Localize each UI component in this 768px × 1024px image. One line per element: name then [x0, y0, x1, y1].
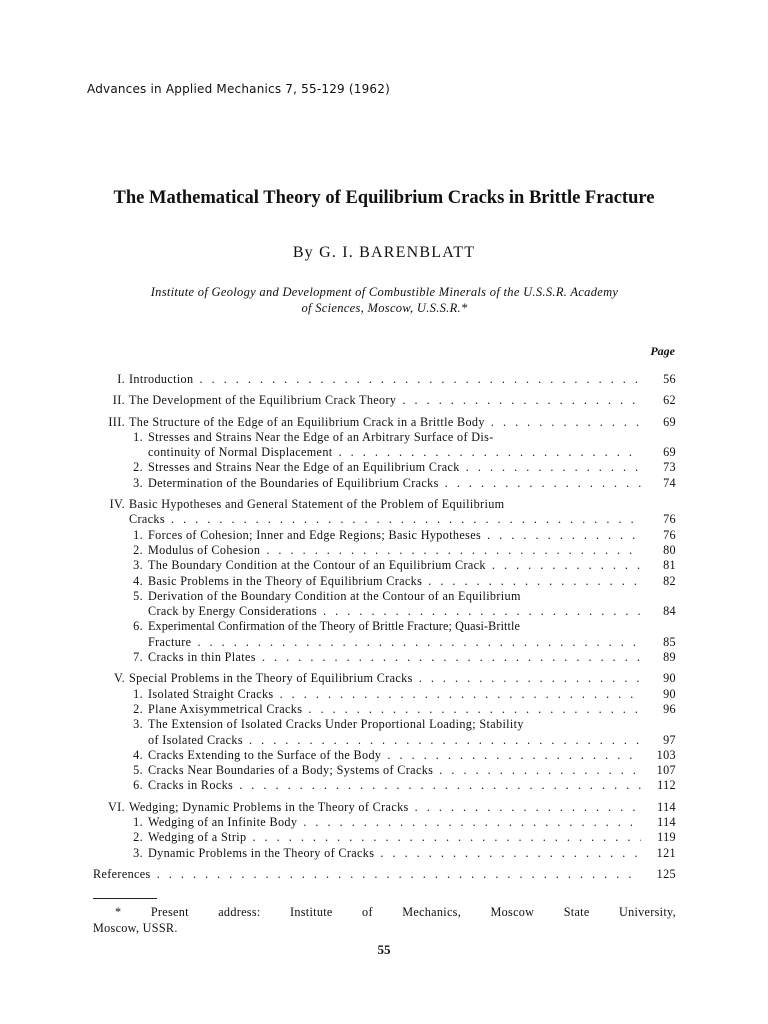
toc-title: Dynamic Problems in the Theory of Cracks . . . [148, 846, 641, 861]
toc-page: 121 [656, 845, 676, 860]
toc-page: 107 [656, 763, 676, 778]
toc-number: 4. [133, 747, 143, 762]
toc-title: Special Problems in the Theory of Equilibrium Cracks . . . [129, 671, 641, 686]
toc-title-cont: Fracture . . . [148, 635, 641, 650]
toc-page: 80 [663, 542, 676, 557]
toc-title: Wedging of a Strip . . . [148, 830, 641, 845]
toc-entry [93, 815, 676, 830]
toc-number: 2. [133, 460, 143, 475]
toc-number: 6. [133, 619, 143, 634]
toc-number: I. [117, 372, 125, 386]
toc-page: 76 [663, 527, 676, 542]
page-column-header: Page [650, 344, 675, 358]
toc-title: Stresses and Strains Near the Edge of an Equilibrium Crack . . . [148, 460, 641, 475]
toc-page: 62 [663, 393, 676, 408]
toc-number: VI. [108, 799, 125, 814]
toc-title: Cracks in Rocks . . . [148, 778, 641, 793]
toc-title: The Extension of Isolated Cracks Under Proportional Loading; Stability [148, 717, 524, 732]
toc-title: The Development of the Equilibrium Crack Theory . . . [129, 393, 641, 408]
toc-entry [93, 558, 676, 573]
toc-page: 69 [663, 414, 676, 429]
toc-page: 103 [656, 747, 676, 762]
affiliation-line-2: of Sciences, Moscow, U.S.S.R.* [301, 301, 468, 315]
author-by: By [292, 244, 314, 261]
toc-title-cont: of Isolated Cracks . . . [148, 733, 641, 748]
toc-title: Cracks Extending to the Surface of the Body . . . [148, 748, 641, 763]
footnote-line-2: Moscow, USSR. [93, 921, 178, 935]
toc-title: Experimental Confirmation of the Theory of Brittle Fracture; Quasi-Brittle [148, 619, 521, 634]
toc-entry [93, 717, 676, 732]
toc-entry [93, 589, 676, 604]
toc-entry-continuation [93, 733, 676, 748]
toc-page: 76 [663, 512, 676, 527]
toc-entry [93, 748, 676, 763]
toc-title: Wedging; Dynamic Problems in the Theory of Cracks . . . [129, 800, 641, 815]
toc-number: 3. [133, 717, 143, 732]
page-number: 55 [377, 942, 391, 957]
toc-number: 5. [133, 588, 143, 603]
author-name: G. I. BARENBLATT [319, 244, 476, 261]
affiliation [93, 284, 676, 316]
toc-page: 89 [663, 650, 676, 665]
toc-entry [93, 574, 676, 589]
toc-number: 1. [133, 527, 143, 542]
toc-entry [93, 763, 676, 778]
author-line [0, 244, 768, 262]
toc-number: 3. [133, 845, 143, 860]
toc-page: 84 [663, 604, 676, 619]
toc-number: 3. [133, 475, 143, 490]
toc-entry [93, 528, 676, 543]
toc-number: 7. [133, 650, 143, 665]
toc-page: 114 [657, 799, 676, 814]
toc-number: III. [108, 414, 125, 429]
toc-entry-continuation [93, 604, 676, 619]
toc-page: 96 [663, 701, 676, 716]
toc-number: 4. [133, 573, 143, 588]
toc-entry [93, 687, 676, 702]
toc-entry [93, 800, 676, 815]
toc-entry-continuation [93, 635, 676, 650]
toc-entry [93, 393, 676, 408]
toc-title: The Structure of the Edge of an Equilibrium Crack in a Brittle Body . . . [129, 415, 641, 430]
toc-page: 90 [663, 686, 676, 701]
toc-title: Isolated Straight Cracks . . . [148, 687, 641, 702]
footnote-rule [93, 898, 157, 899]
toc-title-cont: Crack by Energy Considerations . . . [148, 604, 641, 619]
toc-entry [93, 415, 676, 430]
toc-title: The Boundary Condition at the Contour of an Equilibrium Crack . . . [148, 558, 641, 573]
toc-title: Cracks in thin Plates . . . [148, 650, 641, 665]
toc-number: 1. [133, 815, 143, 830]
toc-page: 85 [663, 634, 676, 649]
toc-page: 82 [663, 573, 676, 588]
running-head: Advances in Applied Mechanics 7, 55-129 (1962) [87, 82, 390, 96]
toc-page: 125 [656, 866, 676, 881]
toc-page: 119 [657, 830, 676, 845]
toc-title: Basic Problems in the Theory of Equilibrium Cracks . . . [148, 574, 641, 589]
toc-entry [93, 476, 676, 491]
toc-title: Forces of Cohesion; Inner and Edge Regions; Basic Hypotheses . . . [148, 528, 641, 543]
toc-entry-references [93, 867, 676, 882]
toc-page: 90 [663, 671, 676, 686]
toc-entry [93, 702, 676, 717]
toc-number: 6. [133, 778, 143, 793]
toc-page: 69 [663, 445, 676, 460]
toc-entry [93, 619, 676, 634]
toc-entry [93, 830, 676, 845]
toc-title: Cracks Near Boundaries of a Body; Systems of Cracks . . . [148, 763, 641, 778]
footnote [93, 904, 676, 936]
toc-number: 2. [133, 542, 143, 557]
toc-title-cont: continuity of Normal Displacement . . . [148, 445, 641, 460]
toc-page: 97 [663, 732, 676, 747]
toc-entry [93, 846, 676, 861]
toc-number: II. [112, 393, 125, 408]
toc-entry [93, 497, 676, 512]
toc-title: Determination of the Boundaries of Equilibrium Cracks . . . [148, 476, 641, 491]
toc-entry [93, 460, 676, 475]
toc-page: 74 [663, 475, 676, 490]
toc-page: 112 [657, 778, 676, 793]
toc-entry [93, 430, 676, 445]
toc-number: V. [114, 671, 125, 686]
toc-title-cont: Cracks . . . [129, 512, 641, 527]
toc-number: 3. [133, 558, 143, 573]
toc-title: Modulus of Cohesion . . . [148, 543, 641, 558]
toc-title: Introduction . . . [129, 372, 641, 387]
toc-entry [93, 671, 676, 686]
toc-title: Wedging of an Infinite Body . . . [148, 815, 641, 830]
toc-title: Plane Axisymmetrical Cracks . . . [148, 702, 641, 717]
toc-entry [93, 543, 676, 558]
affiliation-line-1: Institute of Geology and Development of Combustible Minerals of the U.S.S.R. Academy [150, 285, 619, 299]
toc-number: IV. [109, 497, 125, 512]
toc-title: References . . . [93, 867, 641, 882]
toc-title: Basic Hypotheses and General Statement of the Problem of Equilibrium [129, 497, 505, 512]
toc-page: 81 [663, 558, 676, 573]
toc-entry [93, 372, 676, 387]
toc-entry-continuation [93, 445, 676, 460]
toc-entry [93, 650, 676, 665]
toc-title: Stresses and Strains Near the Edge of an Arbitrary Surface of Dis- [148, 429, 494, 444]
toc-entry-continuation [93, 512, 676, 527]
article-title: The Mathematical Theory of Equilibrium Cracks in Brittle Fracture [113, 188, 655, 208]
toc-page: 56 [663, 372, 676, 386]
toc-number: 2. [133, 830, 143, 845]
table-of-contents [93, 372, 676, 882]
toc-number: 1. [133, 686, 143, 701]
toc-title: Derivation of the Boundary Condition at the Contour of an Equilibrium [148, 588, 521, 603]
toc-entry [93, 778, 676, 793]
toc-number: 1. [133, 429, 143, 444]
toc-page: 114 [657, 815, 676, 830]
toc-number: 5. [133, 763, 143, 778]
toc-page: 73 [663, 460, 676, 475]
toc-number: 2. [133, 701, 143, 716]
footnote-line-1: * Present address: Institute of Mechanics, Moscow State University, [115, 905, 676, 919]
